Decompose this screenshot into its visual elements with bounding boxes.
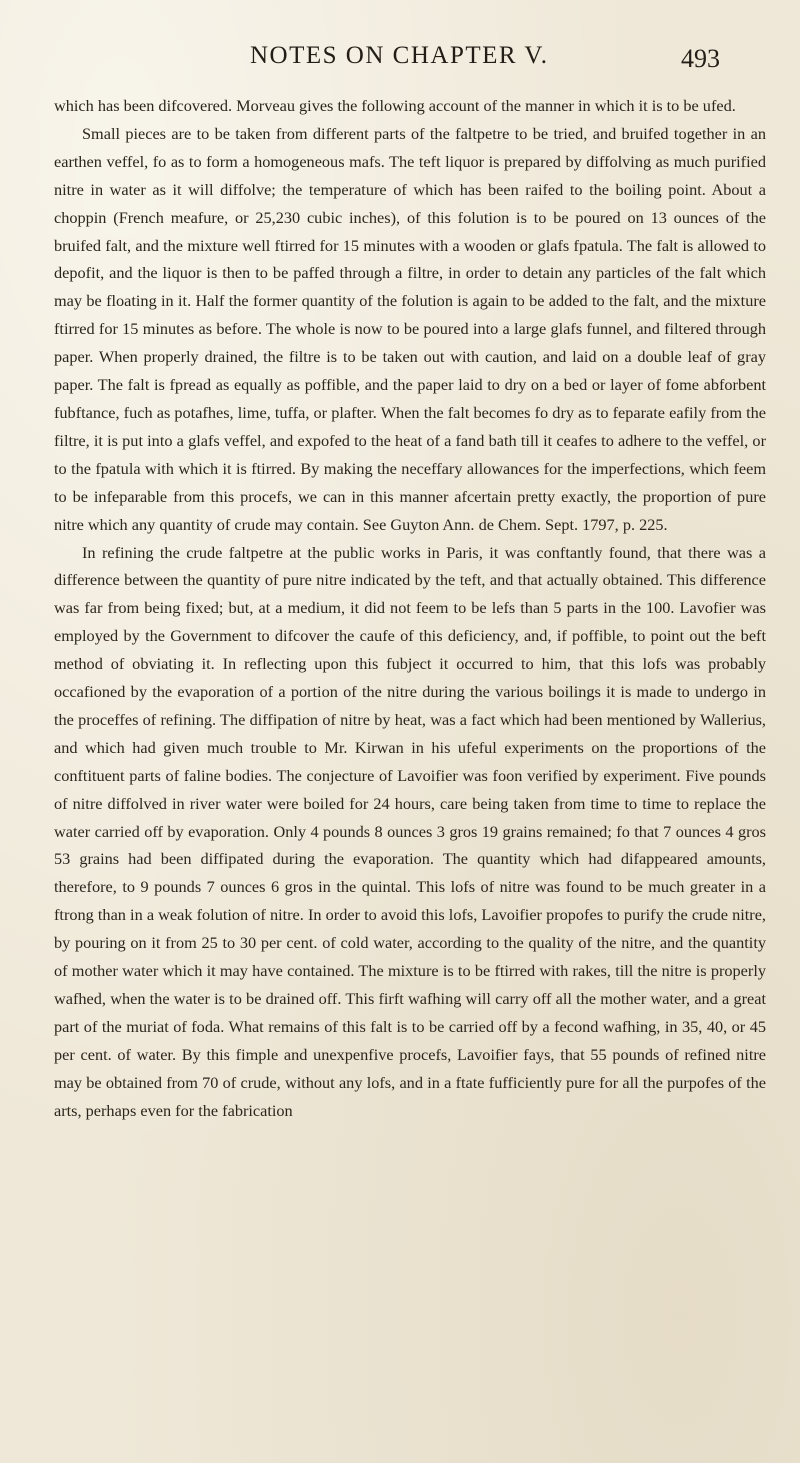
paragraph-3: In refining the crude faltpetre at the public works in Paris, it was conftantly found, that there was a difference between the quantity of pure nitre indicated by the teft, and that actually obtained. This difference was far from being fixed; but, at a medium, it did not feem to be lefs than 5 parts in the 100. Lavofier was employed by the Government to difcover the caufe of this deficiency, and, if poffible, to point out the beft method of obviating it. In reflecting upon this fubject it occurred to him, that this lofs was probably occafioned by the evaporation of a portion of the nitre during the various boilings it is made to undergo in the proceffes of refining. The diffipation of nitre by heat, was a fact which had been mentioned by Wallerius, and which had given much trouble to Mr. Kirwan in his ufeful experiments on the proportions of the conftituent parts of faline bodies. The conjecture of Lavoifier was foon verified by experiment. Five pounds of nitre diffolved in river water were boiled for 24 hours, care being taken from time to time to replace the water carried off by evaporation. Only 4 pounds 8 ounces 3 gros 19 grains remained; fo that 7 ounces 4 gros 53 grains had been diffipated during the evaporation. The quantity which had difappeared amounts, therefore, to 9 pounds 7 ounces 6 gros in the quintal. This lofs of nitre was found to be much greater in a ftrong than in a weak folution of nitre. In order to avoid this lofs, Lavoifier propofes to purify the crude nitre, by pouring on it from 25 to 30 per cent. of cold water, according to the quality of the nitre, and the quantity of mother water which it may have contained. The mixture is to be ftirred with rakes, till the nitre is properly wafhed, when the water is to be drained off. This firft wafhing will carry off all the mother water, and a great part of the muriat of foda. What remains of this falt is to be carried off by a fecond wafhing, in 35, 40, or 45 per cent. of water. By this fimple and unexpenfive procefs, Lavoifier fays, that 55 pounds of refined nitre may be obtained from 70 of crude, without any lofs, and in a ftate fufficiently pure for all the purpofes of the arts, perhaps even for the fabrication xyxy=(54,542,766,1120)
running-head: NOTES ON CHAPTER V. xyxy=(250,42,549,69)
paragraph-2: Small pieces are to be taken from different parts of the faltpetre to be tried, and bruifed together in an earthen veffel, fo as to form a homogeneous mafs. The teft liquor is prepared by diffolving as much purified nitre in water as it will diffolve; the temperature of which has been raifed to the boiling point. About a choppin (French meafure, or 25,230 cubic inches), of this folution is to be poured on 13 ounces of the bruifed falt, and the mixture well ftirred for 15 minutes with a wooden or glafs fpatula. The falt is allowed to depofit, and the liquor is then to be paffed through a filtre, in order to detain any particles of the falt which may be floating in it. Half the former quantity of the folution is again to be added to the falt, and the mixture ftirred for 15 minutes as before. The whole is now to be poured into a large glafs funnel, and filtered through paper. When properly drained, the filtre is to be taken out with caution, and laid on a double leaf of gray paper. The falt is fpread as equally as poffible, and the paper laid to dry on a bed or layer of fome abforbent fubftance, fuch as potafhes, lime, tuffa, or plafter. When the falt becomes fo dry as to feparate eafily from the filtre, it is put into a glafs veffel, and expofed to the heat of a fand bath till it ceafes to adhere to the veffel, or to the fpatula with which it is ftirred. By making the neceffary allowances for the imperfections, which feem to be infeparable from this procefs, we can in this manner afcertain pretty exactly, the proportion of pure nitre which any quantity of crude may contain. See Guyton Ann. de Chem. Sept. 1797, p. 225. xyxy=(54,123,766,534)
page-header xyxy=(250,42,770,78)
page-number: 493 xyxy=(681,44,720,73)
paragraph-1: which has been difcovered. Morveau gives the following account of the manner in which it is to be ufed. xyxy=(54,96,736,115)
body-text xyxy=(54,92,766,1125)
